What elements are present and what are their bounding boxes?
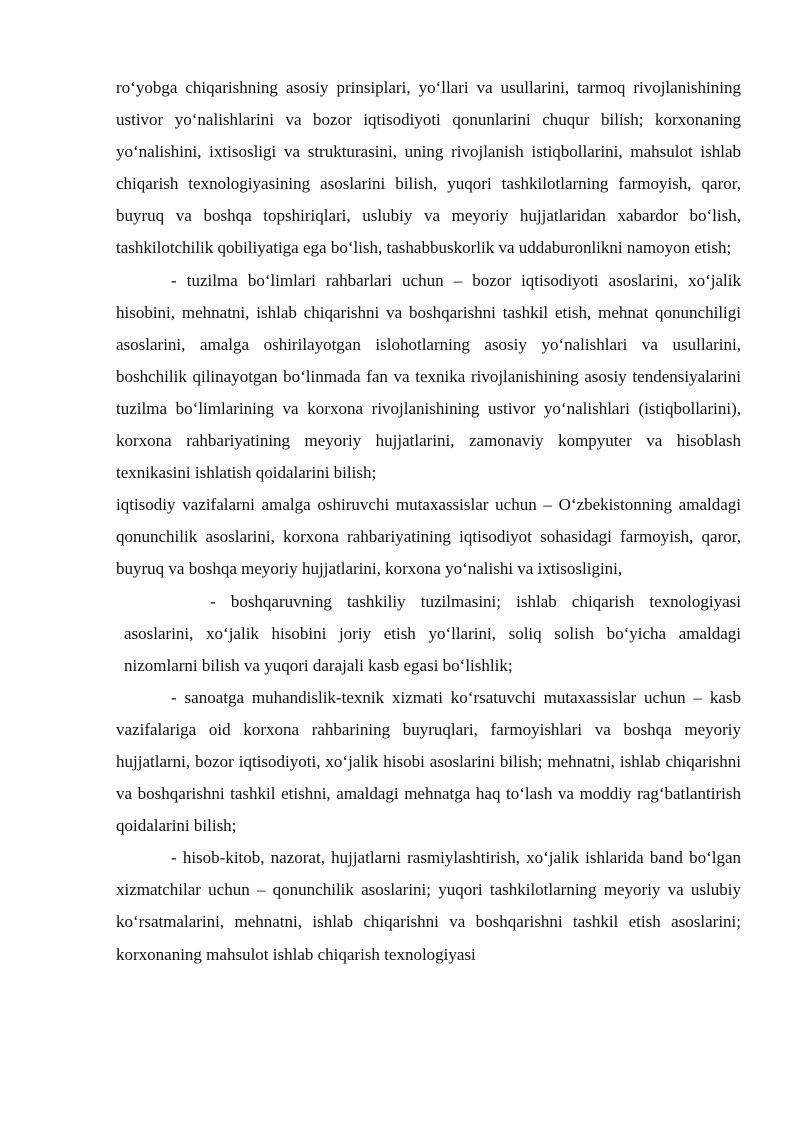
paragraph-engineering-specialists: - sanoatga muhandislik-texnik xizmati ko‘rsatuvchi mutaxassislar uchun – kasb vazifalariga oid korxona rahbarining buyruqlari, farmoyishlari va boshqa meyoriy hujjatlarni, bozor iqtisodiyoti, xo‘jalik hisobi asoslarini bilish; mehnatni, ishlab chiqarishni va boshqarishni tashkil etishni, amaldagi mehnatga haq to‘lash va moddiy rag‘batlantirish qoidalarini bilish; (116, 687, 741, 836)
paragraph-continued-requirements: ro‘yobga chiqarishning asosiy prinsiplari, yo‘llari va usullarini, tarmoq rivojlanishining ustivor yo‘nalishlarini va bozor iqtisodiyoti qonunlarini chuqur bilish; korxonaning yo‘nalishini, ixtisosligi va strukturasini, uning rivojlanish istiqbollarini, mahsulot ishlab chiqarish texnologiyasining asoslarini bilish, yuqori tashkilotlarning farmoyish, qaror, buyruq va boshqa topshiriqlari, uslubiy va meyoriy hujjatlaridan xabardor bo‘lish, tashkilotchilik qobiliyatiga ega bo‘lish, tashabbuskorlik va uddaburonlikni namoyon etish; (116, 78, 741, 258)
paragraph-division-heads: - tuzilma bo‘limlari rahbarlari uchun – bozor iqtisodiyoti asoslarini, xo‘jalik hisobini, mehnatni, ishlab chiqarishni va boshqarishni tashkil etish, mehnat qonunchiligi asoslarini, amalga oshirilayotgan islohotlarning asosiy yo‘nalishlari va usullarini, boshchilik qilinayotgan bo‘linmada fan va texnika rivojlanishining asosiy tendensiyalarini tuzilma bo‘limlarining va korxona rivojlanishining ustivor yo‘nalishlari (istiqbollarini), korxona rahbariyatining meyoriy hujjatlarini, zamonaviy kompyuter va hisoblash texnikasini ishlatish qoidalarini bilish; (116, 270, 741, 483)
body-text (116, 72, 741, 971)
paragraph-clerical-staff: - hisob-kitob, nazorat, hujjatlarni rasmiylashtirish, xo‘jalik ishlarida band bo‘lgan xizmatchilar uchun – qonunchilik asoslarini; yuqori tashkilotlarning meyoriy va uslubiy ko‘rsatmalarini, mehnatni, ishlab chiqarishni va boshqarishni tashkil etish asoslarini; korxonaning mahsulot ishlab chiqarish texnologiyasi (116, 848, 741, 964)
paragraph-management-structure: - boshqaruvning tashkiliy tuzilmasini; ishlab chiqarish texnologiyasi asoslarini, xo‘jalik hisobini joriy etish yo‘llarini, soliq solish bo‘yicha amaldagi nizomlarni bilish va yuqori darajali kasb egasi bo‘lishlik; (124, 591, 741, 675)
paragraph-economic-specialists: iqtisodiy vazifalarni amalga oshiruvchi mutaxassislar uchun – O‘zbekistonning amaldagi qonunchilik asoslarini, korxona rahbariyatining iqtisodiyot sohasidagi farmoyish, qaror, buyruq va boshqa meyoriy hujjatlarini, korxona yo‘nalishi va ixtisosligini, (116, 495, 741, 579)
